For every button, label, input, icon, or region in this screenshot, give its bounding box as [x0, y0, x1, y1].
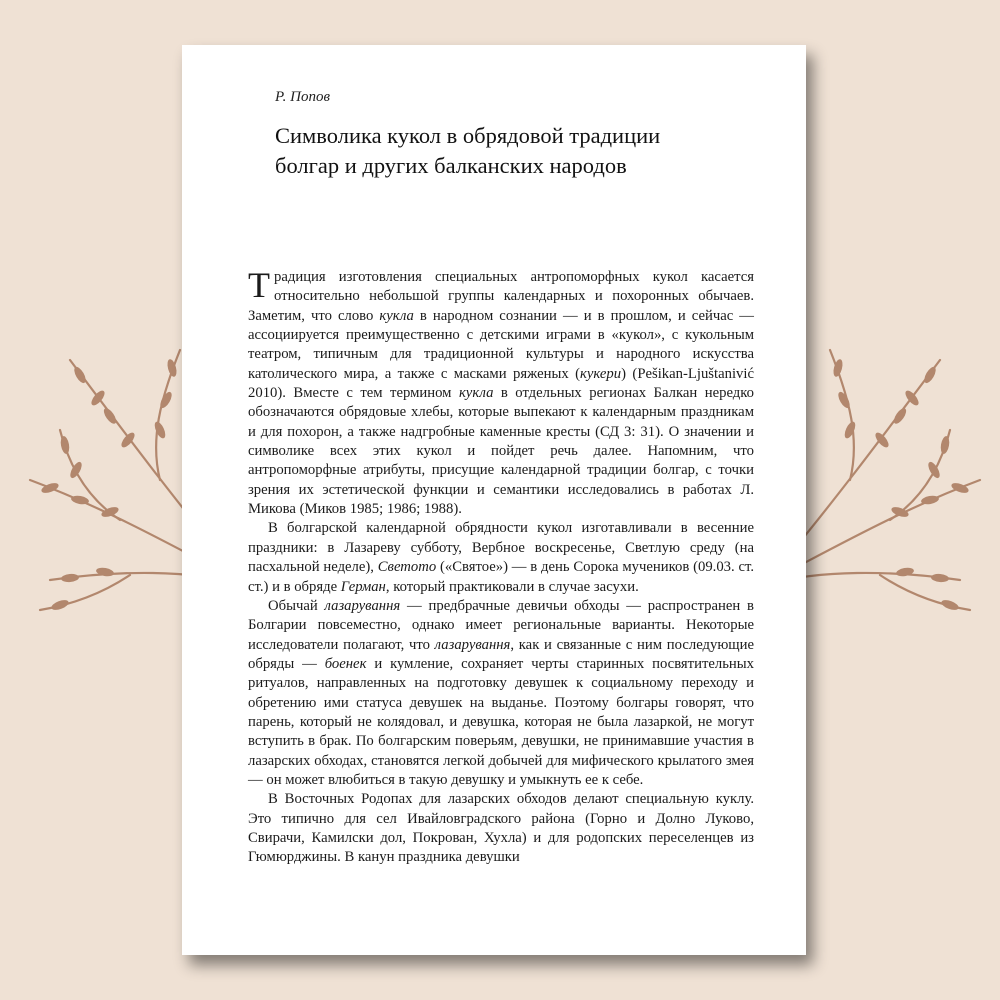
paragraph-1: [248, 265, 754, 519]
paragraph-3: [248, 597, 754, 790]
drop-cap: Т: [248, 265, 270, 305]
italic-term: Герман: [340, 578, 386, 595]
article-title: [275, 121, 775, 181]
italic-term: боенек: [324, 655, 367, 672]
title-line-1: Символика кукол в обрядовой традиции: [275, 123, 661, 148]
book-page: [182, 45, 806, 955]
paragraph-text: радиция изготовления специальных антропоморфных кукол касается относительно небольшой группы календарных и похоронных обычаев. Заметим, что слово: [248, 269, 754, 324]
article-body: [248, 265, 755, 868]
title-line-2: болгар и других балканских народов: [275, 153, 627, 178]
paragraph-text: В Восточных Родопах для лазарских обходов делают специальную куклу. Это типично для сел Ивайловградского района (Горно и Долно Луково, Свирачи, Камилски дол, Покрован, Хухла) и для родопских переселенцев из Гюмюрджины. В канун праздника девушки: [248, 791, 754, 866]
paragraph-text: в народном сознании — и в прошлом, и сейчас — ассоциируется преимущественно с детскими играми в «кукол», с кукольным театром, типичным для традиционной культуры и народного искусства католического мира, а также с масками ряженых (: [248, 307, 754, 382]
italic-term: кукери: [580, 365, 622, 382]
paragraph-text: , как и связанные с ним последующие обряды —: [248, 636, 754, 672]
paragraph-text: и кумление, сохраняет черты старинных посвятительных ритуалов, направленных на подготовку девушек к социальному переходу и обретению ими статуса девушек на выданье. Поэтому болгары говорят, что парень, который не колядовал, и девушка, которая не была лазаркой, не могут вступить в брак. По болгарским поверьям, девушки, не принимавшие участия в лазарских обходах, становятся легкой добычей для мифического крылатого змея — он может влюбиться в такую девушку и умыкнуть ее к себе.: [248, 655, 755, 788]
paragraph-4: [248, 790, 754, 867]
paragraph-text: Обычай: [268, 597, 325, 614]
author-name: Р. Попов: [275, 89, 331, 105]
italic-term: кукла: [379, 307, 414, 324]
italic-term: лазарування: [434, 636, 511, 653]
paragraph-2: [248, 519, 754, 596]
italic-term: кукла: [458, 385, 494, 402]
italic-term: лазарування: [324, 597, 401, 614]
paragraph-text: («Святое») — в день Сорока мучеников (09.03. ст. ст.) и в обряде: [248, 559, 754, 595]
paragraph-text: в отдельных регионах Балкан нередко обозначаются обрядовые хлебы, которые выпекают к календарным праздникам и для похорон, а также надгробные каменные кресты (СД 3: 31). О значении и символике всех этих кукол и пойдет речь далее. Напомним, что антропоморфные атрибуты, присущие календарной традиции болгар, с точки зрения их эстетической функции и семантики исследовались в работах Л. Микова (Миков 1985; 1986; 1988).: [248, 385, 754, 518]
paragraph-text: В болгарской календарной обрядности кукол изготавливали в весенние праздники: в Лазареву субботу, Вербное воскресенье, Светлую среду (на пасхальной неделе),: [248, 520, 754, 576]
paragraph-text: , который практиковали в случае засухи.: [385, 578, 639, 595]
paragraph-text: ) (Pešikan-Ljuštanivić 2010). Вместе с тем термином: [248, 365, 754, 402]
italic-term: Светото: [377, 559, 437, 576]
paragraph-text: — предбрачные девичьи обходы — распространен в Болгарии повсеместно, однако имеет региональные варианты. Некоторые исследователи полагают, что: [248, 597, 754, 653]
